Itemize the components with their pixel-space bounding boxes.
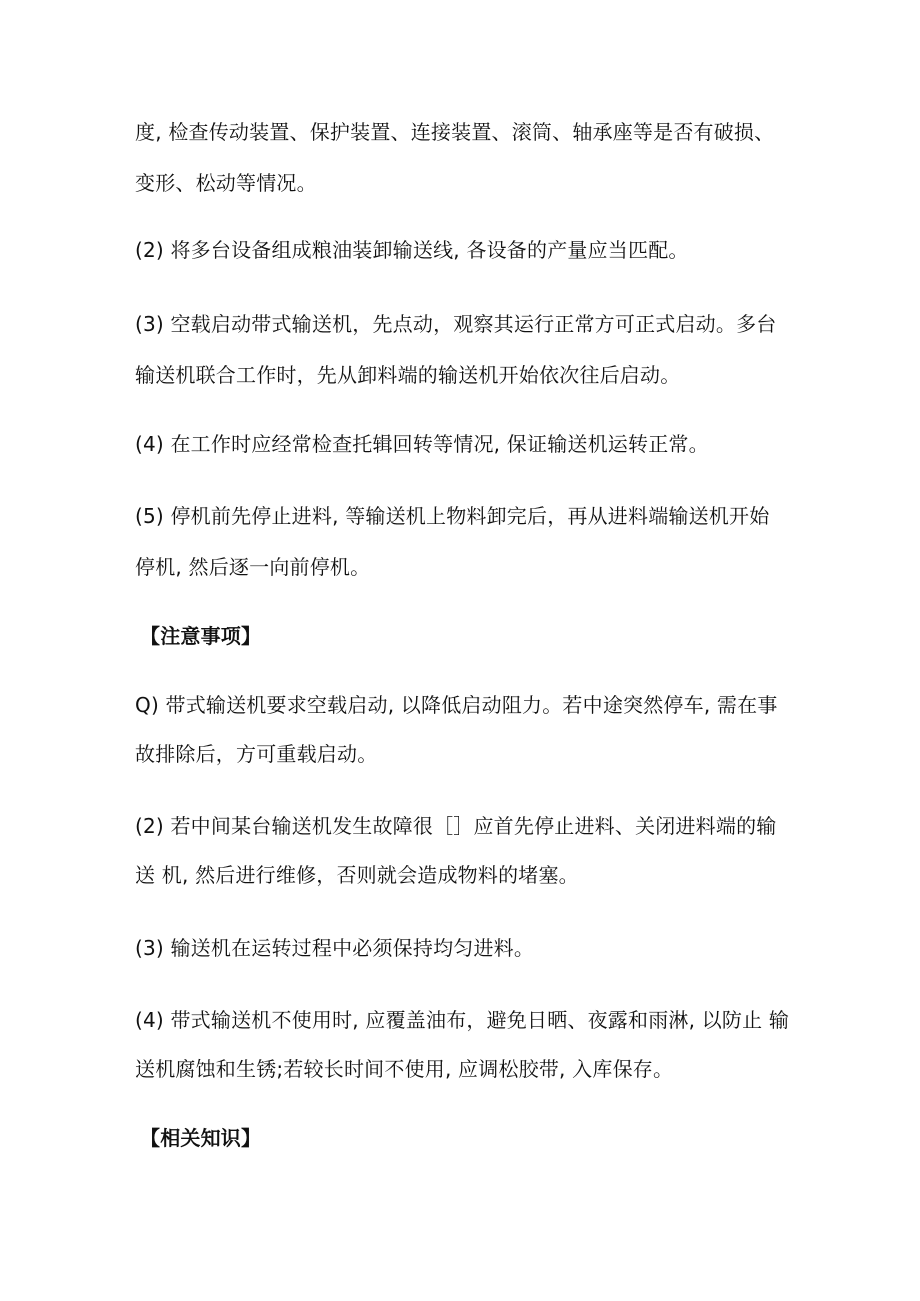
paragraph-3-line-2: 输送机联合工作时，先从卸料端的输送机开始依次往后启动。 bbox=[135, 363, 681, 387]
paragraph-1-line-2: 变形、松动等情况。 bbox=[135, 171, 317, 195]
note-1-line-2: 故排除后，方可重载启动。 bbox=[135, 742, 378, 766]
section-heading-notes: 【注意事项】 bbox=[140, 624, 262, 648]
note-1-line-1: Q) 带式输送机要求空载启动, 以降低启动阻力。若中途突然停车, 需在事 bbox=[135, 693, 778, 717]
paragraph-5-line-2: 停机, 然后逐一向前停机。 bbox=[135, 555, 371, 579]
note-2-line-2: 送 机, 然后进行维修，否则就会造成物料的堵塞。 bbox=[135, 863, 579, 887]
paragraph-2-line-1: (2) 将多台设备组成粮油装卸输送线, 各设备的产量应当匹配。 bbox=[135, 238, 689, 262]
section-heading-related: 【相关知识】 bbox=[140, 1126, 262, 1150]
note-3-line-1: (3) 输送机在运转过程中必须保持均匀进料。 bbox=[135, 936, 535, 960]
paragraph-1-line-1: 度, 检查传动装置、保护装置、连接装置、滚筒、轴承座等是否有破损、 bbox=[135, 120, 775, 144]
note-4-line-1: (4) 带式输送机不使用时, 应覆盖油布，避免日晒、夜露和雨淋, 以防止 输 bbox=[135, 1008, 790, 1032]
paragraph-4-line-1: (4) 在工作时应经常检查托辑回转等情况, 保证输送机运转正常。 bbox=[135, 432, 709, 456]
paragraph-5-line-1: (5) 停机前先停止进料, 等输送机上物料卸完后，再从进料端输送机开始 bbox=[135, 504, 770, 528]
paragraph-3-line-1: (3) 空载启动带式输送机，先点动，观察其运行正常方可正式启动。多台 bbox=[135, 312, 777, 336]
note-4-line-2: 送机腐蚀和生锈;若较长时间不使用, 应调松胶带, 入库保存。 bbox=[135, 1057, 674, 1081]
note-2-line-1: (2) 若中间某台输送机发生故障很［］应首先停止进料、关闭进料端的输 bbox=[135, 814, 777, 838]
